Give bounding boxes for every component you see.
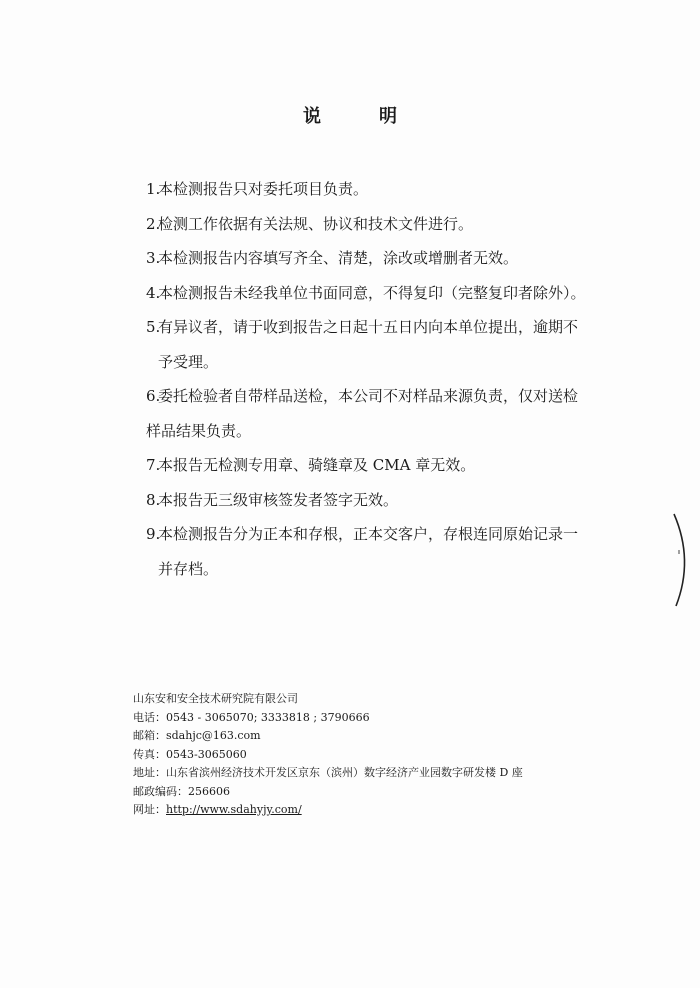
notice-number: 6.: [146, 387, 161, 405]
notice-list: [146, 172, 616, 586]
notice-item-1: [146, 172, 616, 207]
notice-item-2: [146, 207, 616, 242]
notice-item-8: [146, 483, 616, 518]
company-name: 山东安和安全技术研究院有限公司: [133, 692, 298, 705]
notice-text: 检测工作依据有关法规、协议和技术文件进行。: [158, 214, 474, 233]
title-char-1: 说: [303, 106, 321, 127]
notice-number: 1.: [146, 180, 161, 198]
notice-text: 本报告无检测专用章、骑缝章及 CMA 章无效。: [158, 456, 476, 474]
notice-text: 本检测报告只对委托项目负责。: [158, 180, 369, 198]
phone-line: 电话：0543 - 3065070; 3333818 ; 3790666: [133, 710, 370, 724]
binding-edge-mark: [672, 510, 700, 610]
notice-text: 本检测报告内容填写齐全、清楚，涂改或增删者无效。: [158, 249, 519, 267]
notice-item-6: [146, 379, 616, 448]
website-link[interactable]: http://www.sdahyjy.com/: [166, 803, 302, 816]
notice-text: 委托检验者自带样品送检，本公司不对样品来源负责，仅对送检: [158, 387, 579, 405]
notice-item-7: [146, 448, 616, 483]
notice-text: 本检测报告未经我单位书面同意，不得复印（完整复印者除外）。: [158, 283, 586, 302]
notice-item-3: [146, 241, 616, 276]
fax-line: 传真：0543-3065060: [133, 747, 247, 761]
page-title: [0, 102, 700, 128]
address-line: 地址：山东省滨州经济技术开发区京东（滨州）数字经济产业园数字研发楼 D 座: [133, 766, 523, 779]
website-line: [133, 801, 523, 820]
notice-number: 2.: [146, 214, 161, 233]
notice-number: 3.: [146, 249, 161, 267]
notice-number: 9.: [146, 525, 161, 543]
notice-item-4: [146, 276, 616, 311]
notice-number: 4.: [146, 283, 161, 302]
notice-text-continued: 样品结果负责。: [146, 421, 252, 440]
notice-number: 8.: [146, 490, 161, 509]
notice-text: 有异议者，请于收到报告之日起十五日内向本单位提出，逾期不: [158, 318, 579, 336]
notice-number: 5.: [146, 318, 161, 336]
notice-item-5: [146, 310, 616, 379]
website-label: 网址：: [133, 803, 166, 816]
title-char-2: 明: [379, 106, 397, 127]
notice-number: 7.: [146, 456, 161, 474]
postcode-line: 邮政编码：256606: [133, 784, 230, 798]
notice-text-continued: 予受理。: [158, 352, 219, 371]
notice-text: 本报告无三级审核签发者签字无效。: [158, 490, 399, 509]
notice-text: 本检测报告分为正本和存根，正本交客户，存根连同原始记录一: [158, 525, 579, 543]
notice-item-9: [146, 517, 616, 586]
email-line: 邮箱：sdahjc@163.com: [133, 729, 261, 742]
company-contact-block: [133, 690, 523, 820]
notice-text-continued: 并存档。: [158, 559, 219, 578]
